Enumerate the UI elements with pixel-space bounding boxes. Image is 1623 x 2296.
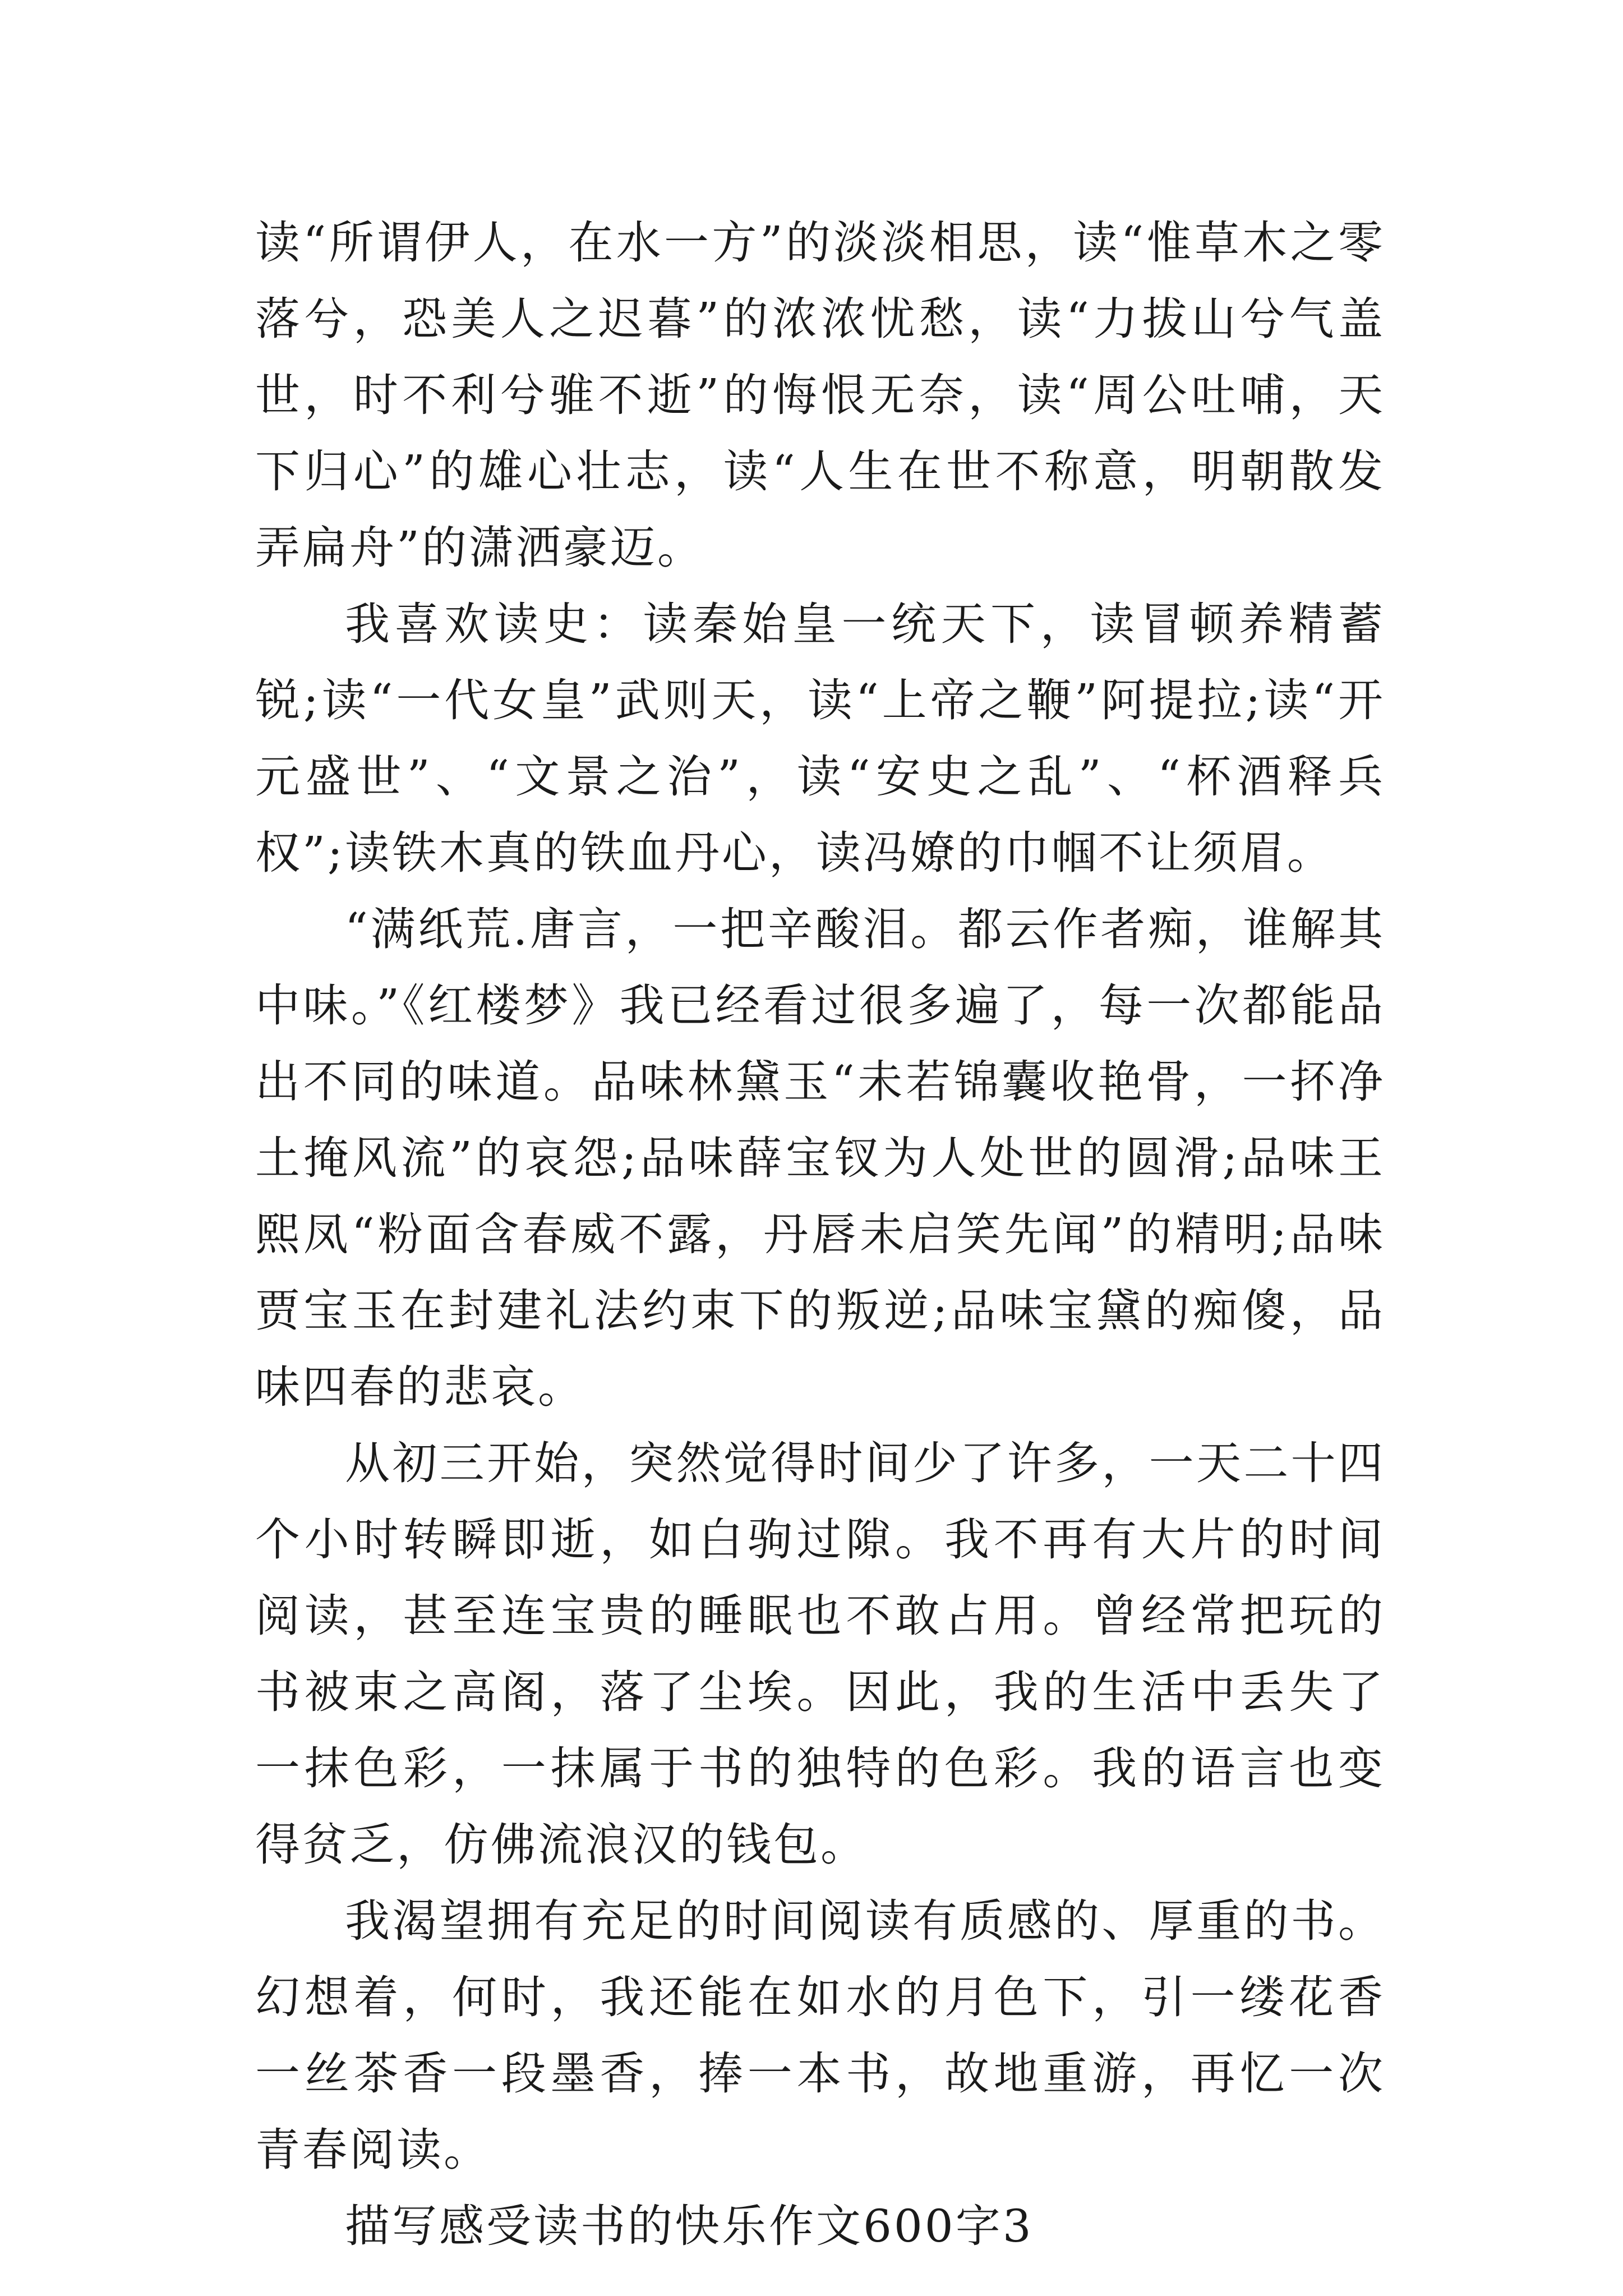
paragraph-poetry: 读“所谓伊人，在水一方”的淡淡相思，读“惟草木之零落兮，恐美人之迟暮”的浓浓忧愁，读“力拔山兮气盖世，时不利兮骓不逝”的悔恨无奈，读“周公吐哺，天下归心”的雄心壮志，读“人生在世不称意，明朝散发弄扁舟”的潇洒豪迈。 [255, 217, 1385, 574]
paragraph-history: 我喜欢读史：读秦始皇一统天下，读冒顿养精蓄锐;读“一代女皇”武则天，读“上帝之鞭”阿提拉;读“开元盛世”、“文景之治”，读“安史之乱”、“杯酒释兵权”;读铁木真的铁血丹心，读冯嫽的巾帼不让须眉。 [255, 598, 1385, 879]
paragraph-red-chamber: “满纸荒.唐言，一把辛酸泪。都云作者痴，谁解其中味。”《红楼梦》我已经看过很多遍了，每一次都能品出不同的味道。品味林黛玉“未若锦囊收艳骨，一抔净土掩风流”的哀怨;品味薛宝钗为人处世的圆滑;品味王熙凤“粉面含春威不露，丹唇未启笑先闻”的精明;品味贾宝玉在封建礼法约束下的叛逆;品味宝黛的痴傻，品味四春的悲哀。 [255, 903, 1385, 1413]
document-body [255, 205, 1385, 2265]
paragraph-longing: 我渴望拥有充足的时间阅读有质感的、厚重的书。幻想着，何时，我还能在如水的月色下，引一缕花香一丝茶香一段墨香，捧一本书，故地重游，再忆一次青春阅读。 [255, 1895, 1385, 2176]
section-heading: 描写感受读书的快乐作文600字3 [345, 2200, 1034, 2252]
paragraph-time-loss: 从初三开始，突然觉得时间少了许多，一天二十四个小时转瞬即逝，如白驹过隙。我不再有大片的时间阅读，甚至连宝贵的睡眠也不敢占用。曾经常把玩的书被束之高阁，落了尘埃。因此，我的生活中丢失了一抹色彩，一抹属于书的独特的色彩。我的语言也变得贫乏，仿佛流浪汉的钱包。 [255, 1437, 1385, 1871]
